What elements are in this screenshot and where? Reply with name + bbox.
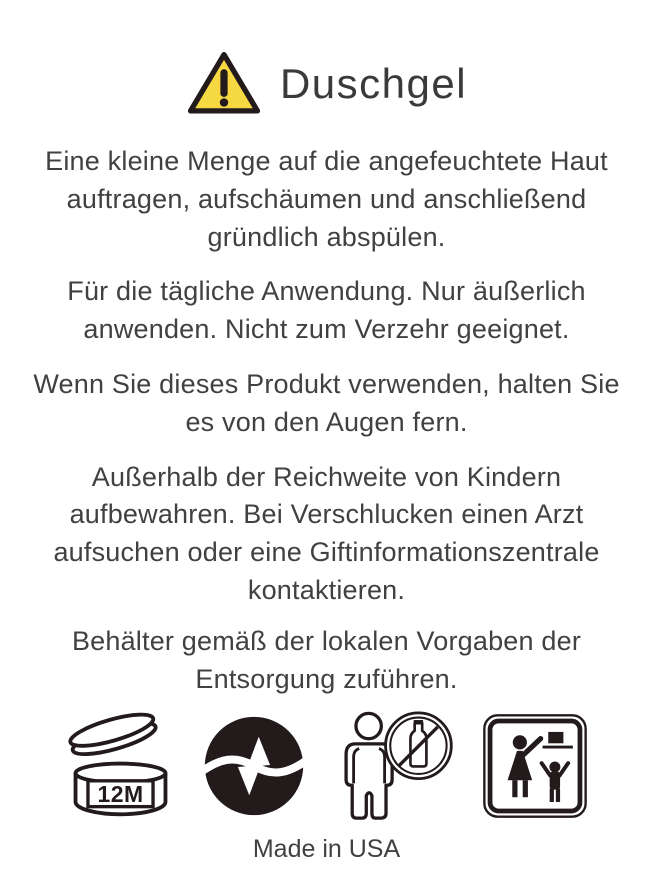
keep-away-from-children-icon — [482, 713, 588, 819]
pao-duration-label: 12M — [97, 781, 144, 808]
label-header — [24, 50, 629, 117]
warning-triangle-icon — [186, 50, 262, 117]
do-not-drink-icon — [332, 708, 456, 823]
made-in-label: Made in USA — [252, 835, 401, 864]
page-title: Duschgel — [279, 59, 468, 107]
daily-use-text: Für die tägliche Anwendung. Nur äußerlich anwenden. Nicht zum Verzehr geeignet. — [67, 276, 586, 345]
period-after-opening-12m-icon — [65, 709, 176, 822]
children-warning-text: Außerhalb der Reichweite von Kindern aufbewahren. Bei Verschlucken einen Arzt aufsuchen oder eine Giftinformationszentrale kontaktieren. — [53, 461, 600, 605]
disposal-text: Behälter gemäß der lokalen Vorgaben der Entsorgung zuführen. — [71, 625, 582, 694]
green-dot-recycling-icon — [202, 714, 306, 818]
usage-instructions-text: Eine kleine Menge auf die angefeuchtete Haut auftragen, aufschäumen und anschließend gründlich abspülen. — [45, 146, 608, 252]
eye-warning-text: Wenn Sie dieses Produkt verwenden, halten Sie es von den Augen fern. — [33, 368, 620, 437]
pictogram-row — [24, 708, 629, 823]
